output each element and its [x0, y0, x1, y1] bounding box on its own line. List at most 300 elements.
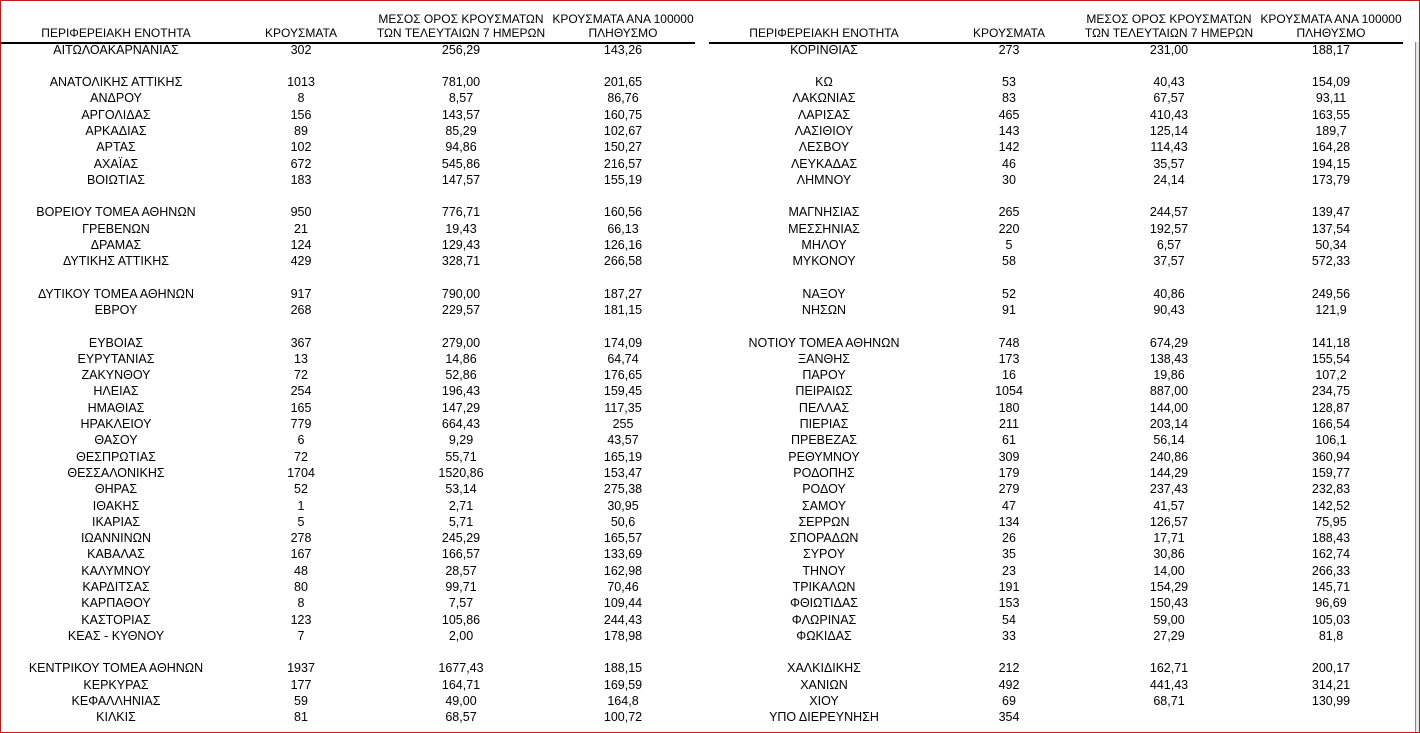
cell-region: ΠΑΡΟΥ [802, 368, 846, 382]
cell-region: ΛΑΡΙΣΑΣ [797, 108, 851, 122]
cell-region: ΡΕΘΥΜΝΟΥ [788, 450, 860, 464]
cell-per100k: 160,75 [603, 108, 643, 122]
cell-region: ΗΡΑΚΛΕΙΟΥ [80, 417, 152, 431]
cell-cases: 23 [1002, 564, 1016, 578]
table-row [1, 237, 695, 253]
cell-avg7: 144,29 [1149, 466, 1189, 480]
header-avg7-line1: ΜΕΣΟΣ ΟΡΟΣ ΚΡΟΥΣΜΑΤΩΝ [378, 12, 544, 26]
cell-per100k: 121,9 [1315, 303, 1347, 317]
cell-per100k: 174,09 [603, 336, 643, 350]
cell-region: ΝΑΞΟΥ [802, 287, 846, 301]
cell-region: ΔΡΑΜΑΣ [90, 238, 142, 252]
cell-per100k: 142,52 [1311, 499, 1351, 513]
cell-cases: 21 [294, 222, 308, 236]
cell-cases: 265 [998, 205, 1020, 219]
cell-avg7: 59,00 [1153, 613, 1185, 627]
cell-avg7: 24,14 [1153, 173, 1185, 187]
cell-per100k: 106,1 [1315, 433, 1347, 447]
cell-per100k: 181,15 [603, 303, 643, 317]
cell-region: ΚΑΣΤΟΡΙΑΣ [81, 613, 151, 627]
cell-avg7: 2,71 [448, 499, 474, 513]
cell-per100k: 126,16 [603, 238, 643, 252]
cell-region: ΓΡΕΒΕΝΩΝ [82, 222, 150, 236]
table-row [709, 449, 1403, 465]
cell-region: ΔΥΤΙΚΟΥ ΤΟΜΕΑ ΑΘΗΝΩΝ [37, 287, 195, 301]
table-row [1, 204, 695, 220]
cell-cases: 30 [1002, 173, 1016, 187]
cell-region: ΚΟΡΙΝΘΙΑΣ [790, 43, 858, 57]
cell-per100k: 159,45 [603, 384, 643, 398]
cell-per100k: 155,54 [1311, 352, 1351, 366]
cell-per100k: 154,09 [1311, 75, 1351, 89]
cell-cases: 58 [1002, 254, 1016, 268]
table-row [709, 660, 1403, 676]
table-row [709, 677, 1403, 693]
table-row [1, 221, 695, 237]
table-row [1, 481, 695, 497]
cell-per100k: 255 [612, 417, 634, 431]
header-per100k-line2: ΠΛΗΘΥΣΜΟ [1296, 26, 1366, 40]
cell-region: ΞΑΝΘΗΣ [798, 352, 850, 366]
cell-avg7: 19,86 [1153, 368, 1185, 382]
cell-per100k: 360,94 [1311, 450, 1351, 464]
cell-avg7: 545,86 [441, 157, 481, 171]
table-row [709, 383, 1403, 399]
cell-region: ΚΕΡΚΥΡΑΣ [83, 678, 149, 692]
cell-per100k: 572,33 [1311, 254, 1351, 268]
cell-avg7: 229,57 [441, 303, 481, 317]
cell-region: ΣΠΟΡΑΔΩΝ [789, 531, 859, 545]
cell-avg7: 790,00 [441, 287, 481, 301]
header-cases-label: ΚΡΟΥΣΜΑΤΑ [973, 26, 1045, 40]
cell-region: ΕΒΡΟΥ [94, 303, 138, 317]
cell-avg7: 14,00 [1153, 564, 1185, 578]
cell-region: ΕΥΒΟΙΑΣ [88, 336, 144, 350]
cell-avg7: 154,29 [1149, 580, 1189, 594]
cell-region: ΧΑΛΚΙΔΙΚΗΣ [787, 661, 861, 675]
cell-region: ΙΘΑΚΗΣ [92, 499, 140, 513]
table-row [1, 579, 695, 595]
cell-avg7: 5,71 [448, 515, 474, 529]
cell-region: ΚΑΡΔΙΤΣΑΣ [82, 580, 150, 594]
cell-region: ΣΕΡΡΩΝ [798, 515, 850, 529]
table-row [709, 172, 1403, 188]
cell-region: ΛΑΣΙΘΙΟΥ [794, 124, 854, 138]
cell-cases: 492 [998, 678, 1020, 692]
cell-per100k: 133,69 [603, 547, 643, 561]
table-row [709, 530, 1403, 546]
table-row [709, 123, 1403, 139]
table-row [709, 595, 1403, 611]
cell-cases: 302 [290, 43, 312, 57]
cell-region: ΒΟΙΩΤΙΑΣ [86, 173, 146, 187]
table-row [709, 139, 1403, 155]
header-per100k-line2: ΠΛΗΘΥΣΜΟ [588, 26, 658, 40]
cell-per100k: 249,56 [1311, 287, 1351, 301]
cell-cases: 309 [998, 450, 1020, 464]
cell-per100k: 275,38 [603, 482, 643, 496]
cell-per100k: 50,6 [610, 515, 636, 529]
cell-avg7: 776,71 [441, 205, 481, 219]
cell-avg7: 41,57 [1153, 499, 1185, 513]
cell-per100k: 160,56 [603, 205, 643, 219]
cell-avg7: 237,43 [1149, 482, 1189, 496]
cell-cases: 124 [290, 238, 312, 252]
cell-avg7: 49,00 [445, 694, 477, 708]
cell-region: ΑΝΔΡΟΥ [90, 91, 142, 105]
cell-avg7: 52,86 [445, 368, 477, 382]
cell-per100k: 201,65 [603, 75, 643, 89]
cell-region: ΛΗΜΝΟΥ [796, 173, 852, 187]
cell-per100k: 50,34 [1315, 238, 1347, 252]
cell-region: ΘΕΣΣΑΛΟΝΙΚΗΣ [67, 466, 165, 480]
cell-cases: 465 [998, 108, 1020, 122]
table-row [1, 432, 695, 448]
cell-cases: 212 [998, 661, 1020, 675]
cell-cases: 165 [290, 401, 312, 415]
cell-region: ΤΗΝΟΥ [802, 564, 846, 578]
cell-avg7: 19,43 [445, 222, 477, 236]
cell-per100k: 105,03 [1311, 613, 1351, 627]
cell-region: ΘΗΡΑΣ [94, 482, 138, 496]
table-row [709, 563, 1403, 579]
table-row [1, 286, 695, 302]
cell-cases: 7 [297, 629, 305, 643]
cell-cases: 52 [294, 482, 308, 496]
cell-cases: 748 [998, 336, 1020, 350]
cell-per100k: 141,18 [1311, 336, 1351, 350]
cell-per100k: 117,35 [604, 401, 642, 415]
table-row [1, 416, 695, 432]
cell-avg7: 94,86 [445, 140, 477, 154]
cell-cases: 1 [297, 499, 305, 513]
cell-region: ΚΑΒΑΛΑΣ [87, 547, 145, 561]
cell-cases: 123 [290, 613, 312, 627]
cell-cases: 173 [998, 352, 1020, 366]
table-row [1, 123, 695, 139]
header-per100k-line1: ΚΡΟΥΣΜΑΤΑ ΑΝΑ 100000 [1260, 12, 1402, 26]
cell-per100k: 159,77 [1311, 466, 1351, 480]
cell-avg7: 9,29 [448, 433, 474, 447]
cell-per100k: 266,58 [603, 254, 643, 268]
cell-per100k: 155,19 [603, 173, 643, 187]
cell-region: ΛΑΚΩΝΙΑΣ [792, 91, 856, 105]
cell-avg7: 1520,86 [438, 466, 484, 480]
cell-avg7: 887,00 [1149, 384, 1189, 398]
cell-per100k: 96,69 [1315, 596, 1347, 610]
cell-cases: 81 [294, 710, 308, 724]
table-row [709, 156, 1403, 172]
table-row [1, 563, 695, 579]
cell-avg7: 68,71 [1153, 694, 1185, 708]
cell-cases: 47 [1002, 499, 1016, 513]
table-row [1, 449, 695, 465]
cell-cases: 54 [1002, 613, 1016, 627]
table-row [709, 465, 1403, 481]
cell-region: ΘΕΣΠΡΩΤΙΑΣ [76, 450, 156, 464]
cell-avg7: 147,29 [441, 401, 481, 415]
table-row [1, 42, 695, 58]
cell-cases: 950 [290, 205, 312, 219]
cell-region: ΗΛΕΙΑΣ [93, 384, 139, 398]
cell-per100k: 107,2 [1315, 368, 1347, 382]
cell-region: ΡΟΔΟΥ [802, 482, 846, 496]
cell-cases: 13 [294, 352, 308, 366]
cell-region: ΘΑΣΟΥ [94, 433, 138, 447]
cell-cases: 167 [290, 547, 312, 561]
cell-region: ΔΥΤΙΚΗΣ ΑΤΤΙΚΗΣ [63, 254, 169, 268]
cell-cases: 6 [297, 433, 305, 447]
cell-avg7: 1677,43 [438, 661, 484, 675]
cell-cases: 156 [290, 108, 312, 122]
table-row [1, 107, 695, 123]
cell-region: ΗΜΑΘΙΑΣ [87, 401, 145, 415]
cell-region: ΡΟΔΟΠΗΣ [793, 466, 855, 480]
cell-cases: 72 [294, 450, 308, 464]
cell-region: ΚΙΛΚΙΣ [96, 710, 136, 724]
cell-per100k: 200,17 [1311, 661, 1351, 675]
cell-region: ΠΡΕΒΕΖΑΣ [790, 433, 858, 447]
table-row [709, 253, 1403, 269]
cell-per100k: 266,33 [1311, 564, 1351, 578]
cell-region: ΧΙΟΥ [809, 694, 839, 708]
table-row [709, 612, 1403, 628]
cell-region: ΑΡΓΟΛΙΔΑΣ [81, 108, 151, 122]
cell-per100k: 64,74 [607, 352, 639, 366]
cell-region: ΤΡΙΚΑΛΩΝ [792, 580, 856, 594]
cell-avg7: 67,57 [1153, 91, 1185, 105]
cell-avg7: 147,57 [441, 173, 481, 187]
cell-cases: 268 [290, 303, 312, 317]
header-region [709, 26, 939, 40]
cell-per100k: 109,44 [603, 596, 643, 610]
cell-avg7: 328,71 [441, 254, 481, 268]
cell-per100k: 30,95 [607, 499, 639, 513]
cell-avg7: 245,29 [441, 531, 481, 545]
cell-region: ΚΕΦΑΛΛΗΝΙΑΣ [71, 694, 161, 708]
cell-region: ΝΗΣΩΝ [801, 303, 847, 317]
cell-per100k: 314,21 [1311, 678, 1351, 692]
cell-avg7: 279,00 [441, 336, 481, 350]
cell-cases: 26 [1002, 531, 1016, 545]
cell-region: ΜΕΣΣΗΝΙΑΣ [788, 222, 860, 236]
cell-avg7: 2,00 [448, 629, 474, 643]
cell-avg7: 192,57 [1149, 222, 1189, 236]
cell-avg7: 90,43 [1153, 303, 1185, 317]
cell-region: ΣΑΜΟΥ [801, 499, 847, 513]
table-row [709, 628, 1403, 644]
cell-avg7: 55,71 [445, 450, 477, 464]
cell-cases: 134 [998, 515, 1020, 529]
cell-cases: 220 [998, 222, 1020, 236]
cell-per100k: 162,98 [603, 564, 643, 578]
cell-cases: 69 [1002, 694, 1016, 708]
table-row [1, 514, 695, 530]
cell-per100k: 166,54 [1311, 417, 1351, 431]
table-row [1, 709, 695, 725]
table-row [1, 465, 695, 481]
cell-per100k: 75,95 [1315, 515, 1347, 529]
table-row [709, 286, 1403, 302]
cell-region: ΛΕΥΚΑΔΑΣ [790, 157, 858, 171]
cell-avg7: 68,57 [445, 710, 477, 724]
cell-per100k: 163,55 [1311, 108, 1351, 122]
cell-avg7: 114,43 [1150, 140, 1188, 154]
table-row [709, 432, 1403, 448]
cell-region: ΑΡΤΑΣ [96, 140, 136, 154]
cell-cases: 354 [998, 710, 1020, 724]
cell-region: ΚΕΝΤΡΙΚΟΥ ΤΟΜΕΑ ΑΘΗΝΩΝ [28, 661, 204, 675]
cell-per100k: 232,83 [1311, 482, 1351, 496]
table-row [1, 677, 695, 693]
vertical-scrollbar[interactable] [1415, 42, 1419, 732]
cell-avg7: 144,00 [1149, 401, 1189, 415]
cell-per100k: 165,19 [603, 450, 643, 464]
cell-avg7: 40,86 [1153, 287, 1185, 301]
cell-region: ΒΟΡΕΙΟΥ ΤΟΜΕΑ ΑΘΗΝΩΝ [36, 205, 196, 219]
header-cases [231, 26, 371, 40]
cell-cases: 672 [290, 157, 312, 171]
cell-cases: 177 [290, 678, 312, 692]
table-row [709, 367, 1403, 383]
cell-region: ΝΟΤΙΟΥ ΤΟΜΕΑ ΑΘΗΝΩΝ [748, 336, 900, 350]
cell-region: ΦΩΚΙΔΑΣ [796, 629, 852, 643]
cell-per100k: 102,67 [603, 124, 643, 138]
header-avg7-line1: ΜΕΣΟΣ ΟΡΟΣ ΚΡΟΥΣΜΑΤΩΝ [1086, 12, 1252, 26]
cell-cases: 917 [290, 287, 312, 301]
header-per100k [551, 12, 695, 40]
cell-avg7: 203,14 [1149, 417, 1189, 431]
cell-per100k: 188,15 [603, 661, 643, 675]
header-avg7-line2: ΤΩΝ ΤΕΛΕΥΤΑΙΩΝ 7 ΗΜΕΡΩΝ [376, 26, 546, 40]
cell-cases: 180 [998, 401, 1020, 415]
header-cases [939, 26, 1079, 40]
cell-cases: 46 [1002, 157, 1016, 171]
cell-per100k: 216,57 [603, 157, 643, 171]
cell-per100k: 153,47 [603, 466, 643, 480]
cell-cases: 191 [998, 580, 1020, 594]
cell-per100k: 234,75 [1311, 384, 1351, 398]
cell-avg7: 99,71 [445, 580, 477, 594]
table-row [709, 416, 1403, 432]
cell-per100k: 164,8 [607, 694, 639, 708]
cell-avg7: 231,00 [1149, 43, 1189, 57]
cell-region: ΦΛΩΡΙΝΑΣ [791, 613, 857, 627]
cell-cases: 779 [290, 417, 312, 431]
cell-region: ΣΥΡΟΥ [802, 547, 846, 561]
cell-cases: 48 [294, 564, 308, 578]
cell-per100k: 164,28 [1311, 140, 1351, 154]
cell-per100k: 81,8 [1318, 629, 1344, 643]
table-row [1, 139, 695, 155]
table-row [709, 204, 1403, 220]
cell-avg7: 150,43 [1149, 596, 1189, 610]
cell-avg7: 664,43 [441, 417, 481, 431]
cell-per100k: 143,26 [603, 43, 643, 57]
cell-region: ΦΘΙΩΤΙΔΑΣ [789, 596, 859, 610]
cell-per100k: 194,15 [1311, 157, 1351, 171]
cell-per100k: 162,74 [1311, 547, 1351, 561]
table-row [709, 42, 1403, 58]
cell-avg7: 53,14 [445, 482, 477, 496]
cell-cases: 143 [998, 124, 1020, 138]
table-row [1, 498, 695, 514]
cell-cases: 52 [1002, 287, 1016, 301]
cell-cases: 254 [290, 384, 312, 398]
cell-region: ΜΗΛΟΥ [801, 238, 847, 252]
cell-avg7: 35,57 [1153, 157, 1185, 171]
cell-avg7: 105,86 [441, 613, 481, 627]
cell-per100k: 100,72 [603, 710, 643, 724]
cell-cases: 8 [297, 91, 305, 105]
table-row [1, 367, 695, 383]
cell-region: ΚΕΑΣ - ΚΥΘΝΟΥ [67, 629, 165, 643]
table-row [709, 107, 1403, 123]
cell-per100k: 187,27 [603, 287, 643, 301]
cell-avg7: 164,71 [441, 678, 481, 692]
header-region [1, 26, 231, 40]
cell-avg7: 240,86 [1149, 450, 1189, 464]
table-row [709, 237, 1403, 253]
cell-per100k: 169,59 [603, 678, 643, 692]
table-row [1, 546, 695, 562]
cell-avg7: 138,43 [1149, 352, 1189, 366]
cell-cases: 5 [297, 515, 305, 529]
cell-per100k: 165,57 [603, 531, 643, 545]
cell-cases: 153 [998, 596, 1020, 610]
cell-region: ΜΑΓΝΗΣΙΑΣ [788, 205, 860, 219]
cell-region: ΑΝΑΤΟΛΙΚΗΣ ΑΤΤΙΚΗΣ [49, 75, 183, 89]
cell-avg7: 166,57 [441, 547, 481, 561]
cell-cases: 1704 [287, 466, 315, 480]
cell-avg7: 27,29 [1153, 629, 1185, 643]
table-row [1, 74, 695, 90]
cell-avg7: 196,43 [441, 384, 481, 398]
table-row [1, 253, 695, 269]
cell-region: ΕΥΡΥΤΑΝΙΑΣ [77, 352, 155, 366]
cell-per100k: 86,76 [607, 91, 639, 105]
cell-avg7: 85,29 [445, 124, 477, 138]
table-row [709, 546, 1403, 562]
table-row [709, 514, 1403, 530]
cell-region: ΚΑΛΥΜΝΟΥ [81, 564, 151, 578]
cell-cases: 179 [998, 466, 1020, 480]
cell-per100k: 188,43 [1311, 531, 1351, 545]
cell-avg7: 40,43 [1153, 75, 1185, 89]
cell-avg7: 6,57 [1156, 238, 1182, 252]
left-table-header [1, 1, 695, 44]
table-row [1, 90, 695, 106]
cell-per100k: 128,87 [1311, 401, 1351, 415]
cell-avg7: 8,57 [448, 91, 474, 105]
table-row [709, 351, 1403, 367]
cell-cases: 83 [1002, 91, 1016, 105]
table-row [1, 612, 695, 628]
header-avg7-line2: ΤΩΝ ΤΕΛΕΥΤΑΙΩΝ 7 ΗΜΕΡΩΝ [1084, 26, 1254, 40]
cell-region: ΖΑΚΥΝΘΟΥ [81, 368, 151, 382]
cell-cases: 367 [290, 336, 312, 350]
table-row [709, 579, 1403, 595]
cell-cases: 8 [297, 596, 305, 610]
cell-region: ΠΕΙΡΑΙΩΣ [795, 384, 853, 398]
cell-avg7: 56,14 [1153, 433, 1185, 447]
cell-avg7: 410,43 [1149, 108, 1189, 122]
table-row [1, 383, 695, 399]
cell-region: ΑΙΤΩΛΟΑΚΑΡΝΑΝΙΑΣ [53, 43, 179, 57]
right-table-header [709, 1, 1403, 44]
cell-per100k: 43,57 [607, 433, 639, 447]
cell-cases: 80 [294, 580, 308, 594]
